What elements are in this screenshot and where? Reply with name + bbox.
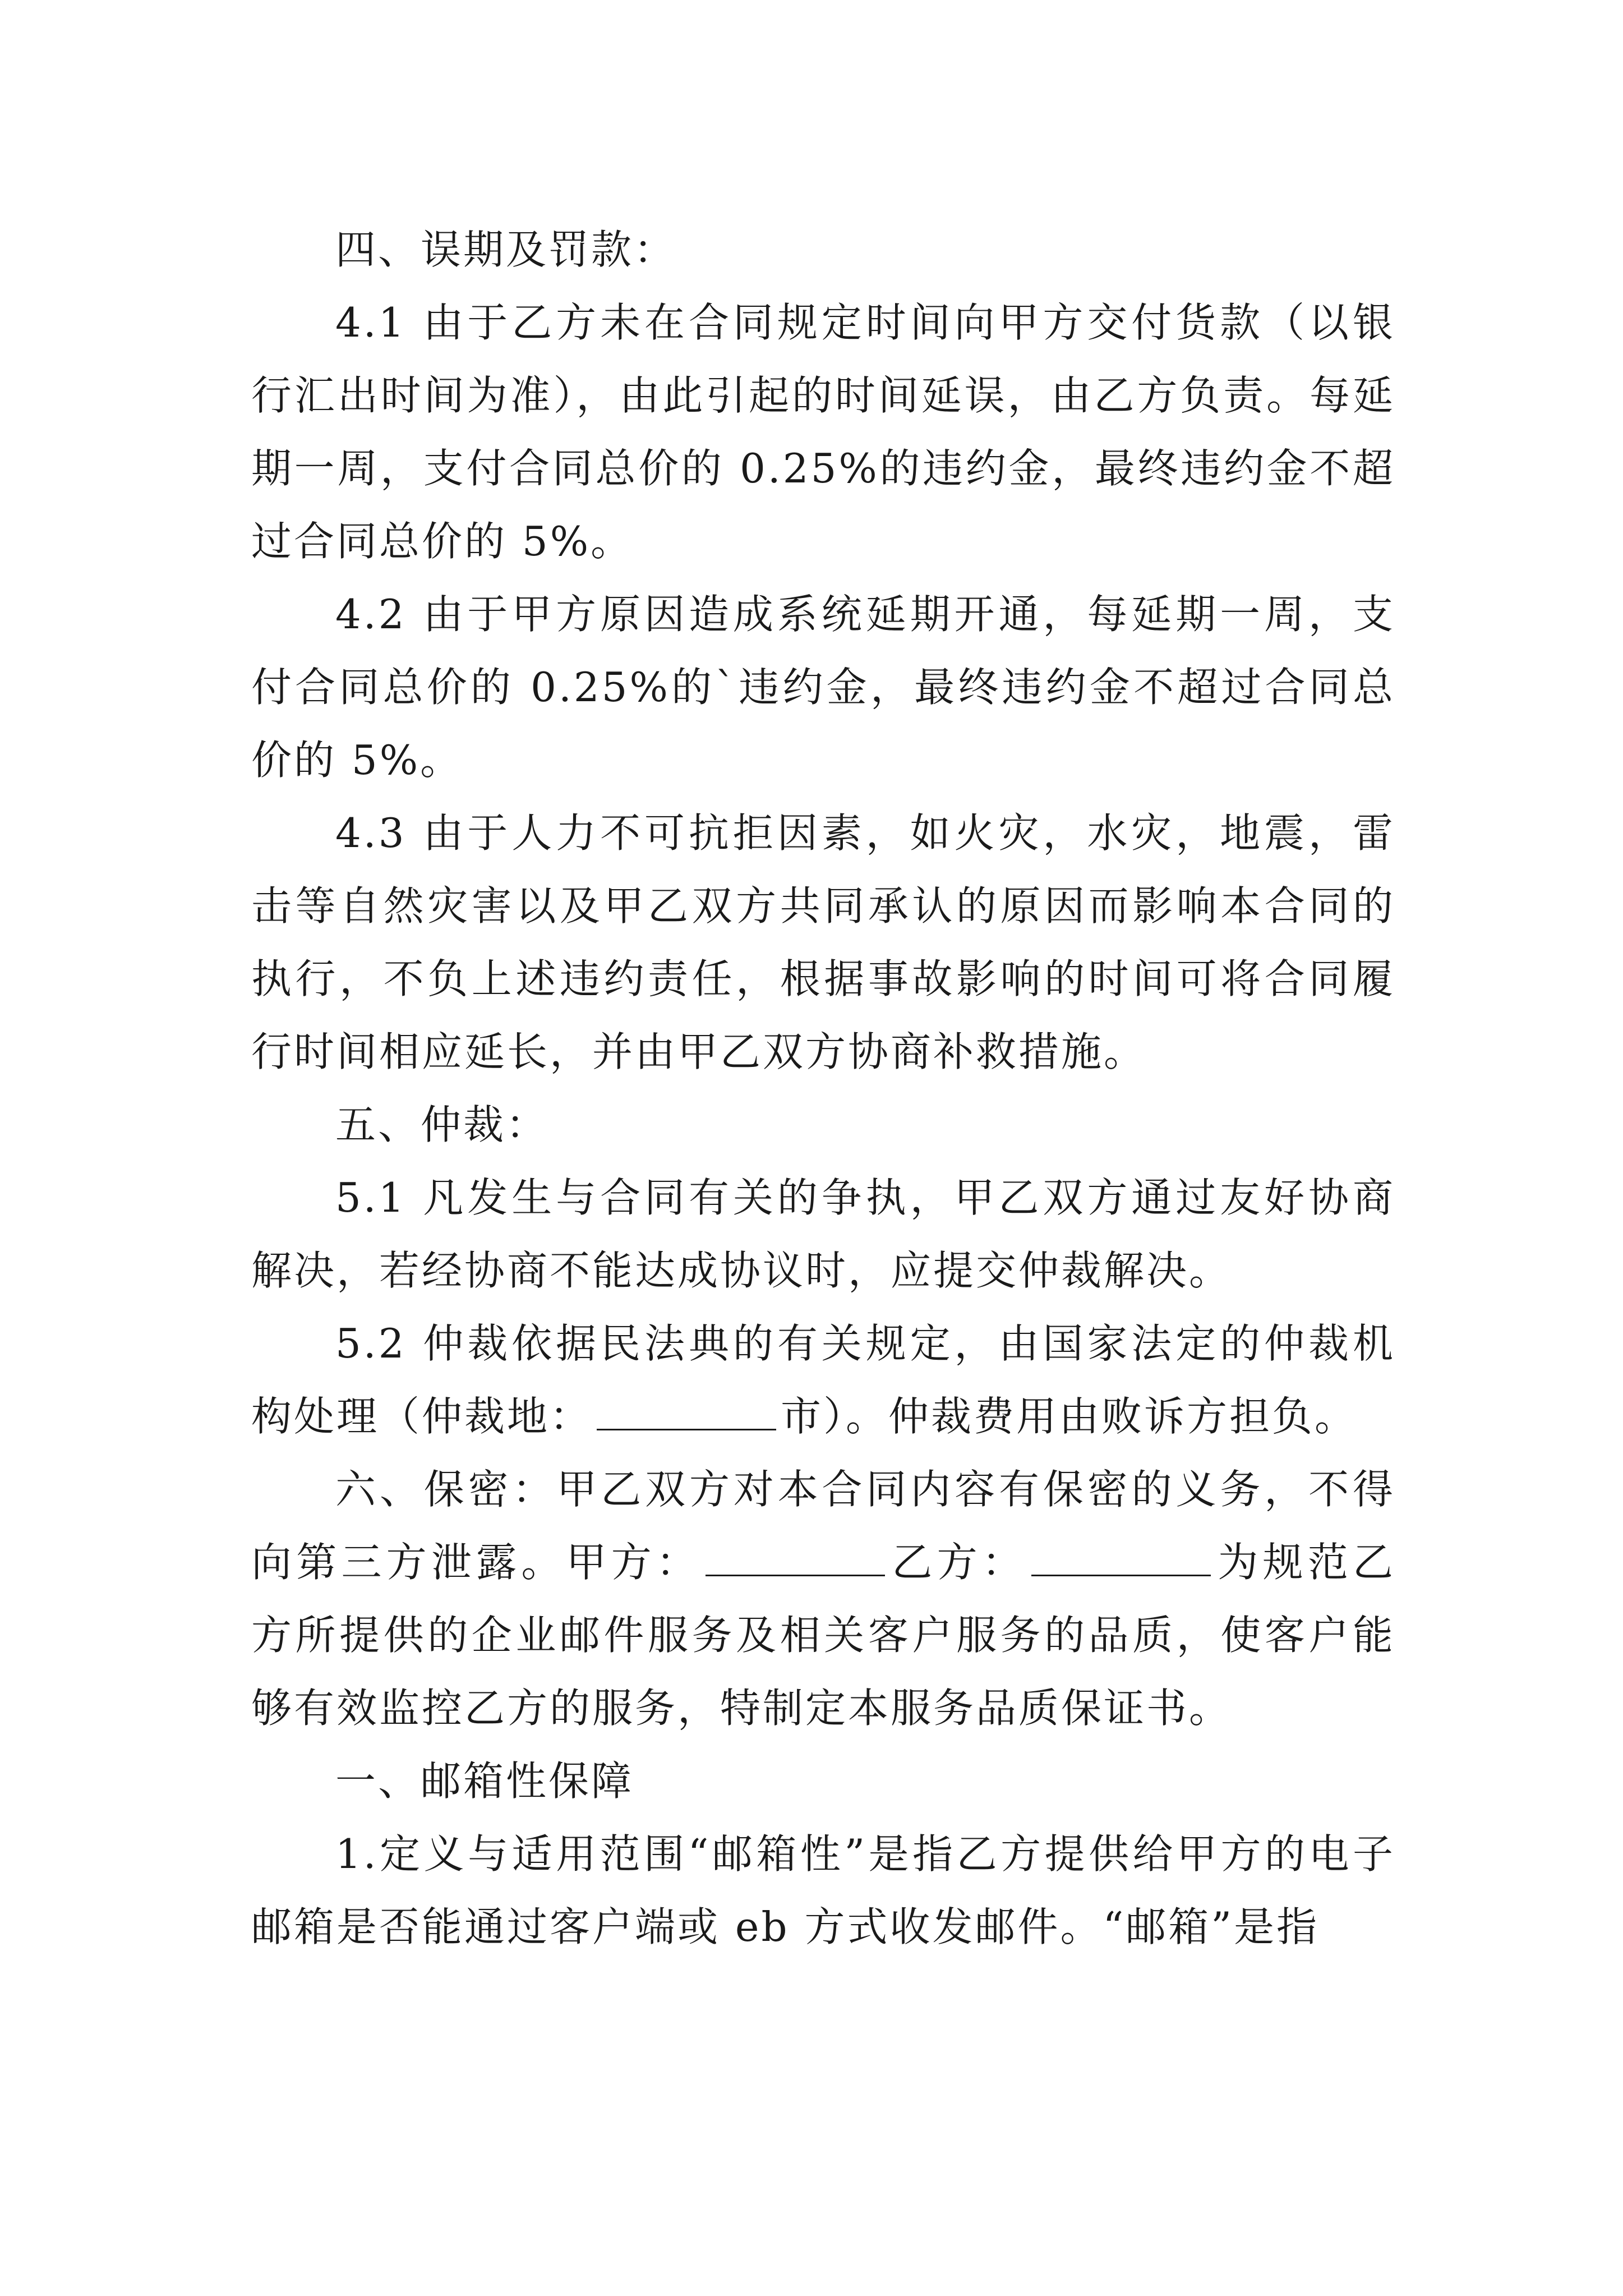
clause-6 <box>251 1453 1395 1745</box>
clause-5-2-text-after: 市）。仲裁费用由败诉方担负。 <box>781 1393 1358 1440</box>
clause-4-2: 4.2 由于甲方原因造成系统延期开通，每延期一周，支付合同总价的 0.25%的`违约金，最终违约金不超过合同总价的 5%。 <box>251 591 1395 784</box>
clause-5-1: 5.1 凡发生与合同有关的争执，甲乙双方通过友好协商解决，若经协商不能达成协议时，应提交仲裁解决。 <box>251 1174 1395 1294</box>
clause-4-1: 4.1 由于乙方未在合同规定时间向甲方交付货款（以银行汇出时间为准），由此引起的时间延误，由乙方负责。每延期一周，支付合同总价的 0.25%的违约金，最终违约金不超过合同总价的 5%。 <box>251 299 1395 565</box>
document-body <box>251 213 1395 1963</box>
clause-5-2-text-before: 5.2 仲裁依据民法典的有关规定，由国家法定的仲裁机构处理（仲裁地： <box>251 1320 1395 1440</box>
section-heading-mailbox: 一、邮箱性保障 <box>335 1757 634 1805</box>
clause-5-2 <box>251 1307 1395 1453</box>
clause-6-text-after: 为规范乙方所提供的企业邮件服务及相关客户服务的品质，使客户能够有效监控乙方的服务，特制定本服务品质保证书。 <box>251 1539 1395 1732</box>
party-a-blank <box>706 1541 885 1576</box>
section-heading-4: 四、误期及罚款： <box>335 226 677 273</box>
party-b-blank <box>1031 1541 1211 1576</box>
clause-4-3: 4.3 由于人力不可抗拒因素，如火灾，水灾，地震，雷击等自然灾害以及甲乙双方共同承认的原因而影响本合同的执行，不负上述违约责任，根据事故影响的时间可将合同履行时间相应延长，并由甲乙双方协商补救措施。 <box>251 809 1395 1075</box>
clause-6-text-before: 六、保密：甲乙双方对本合同内容有保密的义务，不得向第三方泄露。甲方： <box>251 1466 1395 1586</box>
section-heading-5: 五、仲裁： <box>335 1101 549 1148</box>
clause-mailbox-1: 1.定义与适用范围“邮箱性”是指乙方提供给甲方的电子邮箱是否能通过客户端或 eb 方式收发邮件。“邮箱”是指 <box>251 1830 1395 1950</box>
arbitration-location-blank <box>597 1395 776 1430</box>
clause-6-text-middle: 乙方： <box>889 1539 1027 1586</box>
